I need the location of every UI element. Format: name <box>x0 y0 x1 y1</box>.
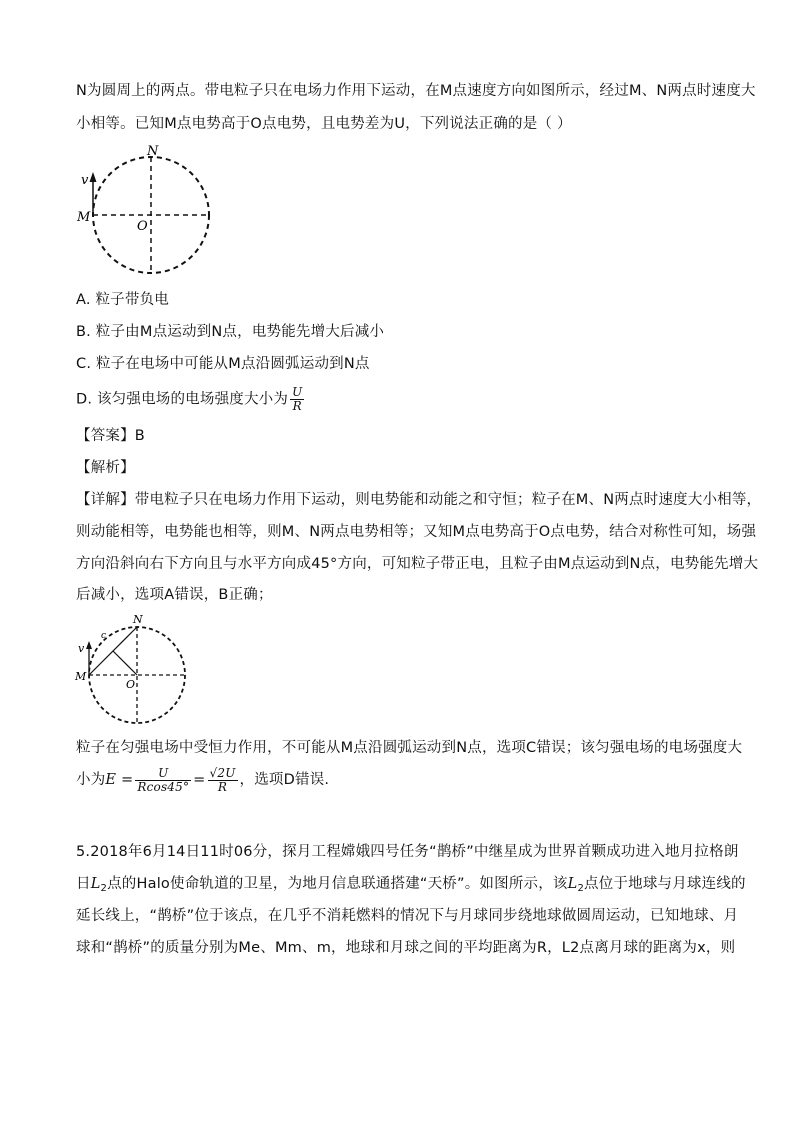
q5-line2-end: 点位于地球与月球连线的 <box>584 876 746 892</box>
label-M: M <box>77 210 91 225</box>
q5-line2 <box>76 874 746 899</box>
q5-L2-subscript-2: 2 <box>577 883 585 894</box>
equation-fraction2 <box>208 767 238 794</box>
detail-line3: 方向沿斜向右下方向且与水平方向成45°方向，可知粒子带正电，且粒子由M点运动到N点，电势能先增大 <box>76 556 759 572</box>
field-direction-line <box>113 651 137 675</box>
option-d-text: D. 该匀强电场的电场强度大小为 <box>76 391 289 408</box>
label-M-2: M <box>75 670 87 683</box>
q4-stem-line1: N为圆周上的两点。带电粒子只在电场力作用下运动，在M点速度方向如图所示，经过M、N两点时速度大 <box>76 83 756 99</box>
equation-fraction2-denominator: R <box>217 779 228 794</box>
velocity-arrowhead <box>90 172 97 182</box>
label-c: c <box>101 631 107 641</box>
equation-fraction1-denominator: Rcos45° <box>137 779 190 794</box>
conclusion-suffix: ，选项D错误. <box>239 772 330 788</box>
q5-L2-symbol: L <box>90 876 101 892</box>
q5-line3: 延长线上，“鹊桥”位于该点，在几乎不消耗燃料的情况下与月球同步绕地球做圆周运动，已知地球、月 <box>76 908 739 924</box>
conclusion-prefix: 小为 <box>76 772 106 788</box>
q5-line2-middle: 点的Halo使命轨道的卫星，为地月信息联通搭建“天桥”。如图所示，该 <box>107 876 568 892</box>
figure-circle-solution <box>74 608 194 726</box>
equation-fraction1 <box>135 767 191 794</box>
detail-line1: 【详解】带电粒子只在电场力作用下运动，则电势能和动能之和守恒；粒子在M、N两点时速度大小相等， <box>76 492 762 508</box>
label-v-2: v <box>78 642 85 655</box>
velocity-arrowhead-2 <box>86 641 92 649</box>
figure-circle-field <box>76 140 216 280</box>
label-O: O <box>137 219 148 234</box>
analysis-title: 【解析】 <box>76 460 135 476</box>
equation-fraction2-numerator: √2U <box>209 765 236 780</box>
label-O-2: O <box>126 678 136 691</box>
answer: 【答案】B <box>76 428 145 444</box>
option-c: C. 粒子在电场中可能从M点沿圆弧运动到N点 <box>76 356 370 372</box>
q5-line4: 球和“鹊桥”的质量分别为Me、Mm、m，地球和月球之间的平均距离为R，L2点离月球的距离为x，则 <box>76 940 736 956</box>
option-d <box>76 386 306 413</box>
q5-L2-symbol-2: L <box>567 876 578 892</box>
equation-fraction1-numerator: U <box>135 767 191 781</box>
label-v: v <box>81 173 89 188</box>
q5-L2-subscript: 2 <box>100 883 108 894</box>
q5-line2-start: 日 <box>76 876 91 892</box>
equation-lhs: E = <box>105 772 134 788</box>
option-a: A. 粒子带负电 <box>76 292 169 308</box>
detail-line4: 后减小，选项A错误，B正确； <box>76 587 273 603</box>
equation-equals: = <box>193 772 206 788</box>
conclusion-line2 <box>76 762 329 798</box>
q5-line1: 5.2018年6月14日11时06分，探月工程嫦娥四号任务“鹊桥”中继星成为世界首颗成功进入地月拉格朗 <box>76 844 739 860</box>
label-N: N <box>147 144 159 159</box>
q4-stem-line2: 小相等。已知M点电势高于O点电势，且电势差为U，下列说法正确的是（ ） <box>76 116 572 132</box>
detail-line2: 则动能相等，电势能也相等，则M、N两点电势相等；又知M点电势高于O点电势，结合对称性可知，场强 <box>76 524 757 540</box>
option-b: B. 粒子由M点运动到N点，电势能先增大后减小 <box>76 324 385 340</box>
conclusion-line1: 粒子在匀强电场中受恒力作用，不可能从M点沿圆弧运动到N点，选项C错误；该匀强电场的电场强度大 <box>76 740 743 756</box>
option-d-denominator: R <box>292 399 302 413</box>
option-d-fraction <box>290 386 304 413</box>
option-d-numerator: U <box>292 385 303 399</box>
label-N-2: N <box>133 613 143 626</box>
